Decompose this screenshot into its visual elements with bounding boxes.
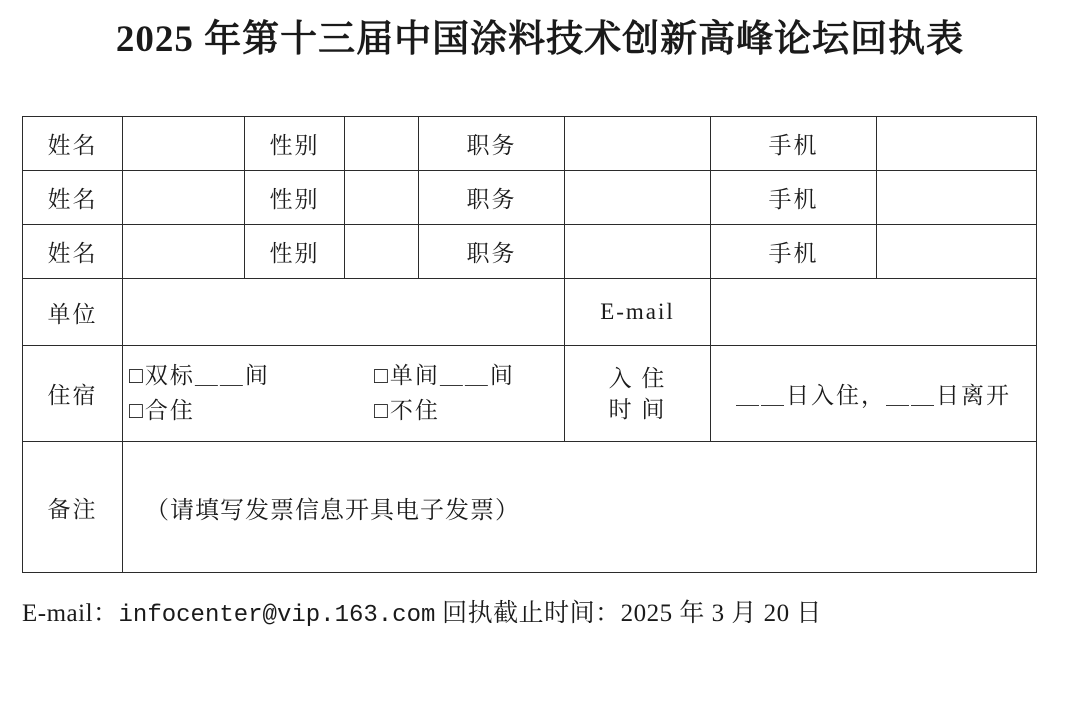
gender-label-3: 性别 (245, 225, 345, 279)
table-row (23, 346, 1037, 442)
page-title: 2025 年第十三届中国涂料技术创新高峰论坛回执表 (115, 19, 965, 60)
phone-label-1: 手机 (711, 117, 877, 171)
phone-label-2: 手机 (711, 171, 877, 225)
receipt-table-wrapper (22, 116, 1058, 573)
position-field-1[interactable] (565, 117, 711, 171)
unit-label: 单位 (23, 279, 123, 346)
checkin-time-label (565, 346, 711, 442)
note-label: 备注 (23, 442, 123, 573)
table-row (23, 279, 1037, 346)
stay-options-row-2 (129, 394, 558, 429)
phone-field-2[interactable] (877, 171, 1037, 225)
stay-option-none[interactable]: □不住 (374, 397, 440, 423)
footer-contact (22, 593, 1058, 629)
name-label-1: 姓名 (23, 117, 123, 171)
email-label: E-mail (565, 279, 711, 346)
table-row (23, 171, 1037, 225)
gender-field-1[interactable] (345, 117, 419, 171)
table-row (23, 117, 1037, 171)
table-row (23, 225, 1037, 279)
phone-field-1[interactable] (877, 117, 1037, 171)
phone-field-3[interactable] (877, 225, 1037, 279)
position-field-2[interactable] (565, 171, 711, 225)
email-field[interactable] (711, 279, 1037, 346)
document-page (0, 16, 1080, 715)
checkin-time-label-line2: 时 间 (608, 396, 667, 422)
stay-option-single[interactable]: □单间＿＿间 (374, 363, 515, 389)
note-text: （请填写发票信息开具电子发票） (145, 497, 520, 524)
name-label-2: 姓名 (23, 171, 123, 225)
stay-option-double[interactable]: □双标＿＿间 (129, 363, 270, 389)
gender-field-2[interactable] (345, 171, 419, 225)
stay-options (123, 346, 565, 442)
position-label-1: 职务 (419, 117, 565, 171)
footer-email-address[interactable]: infocenter@vip.163.com (118, 602, 436, 630)
checkin-time-label-line1: 入 住 (608, 365, 667, 391)
name-field-3[interactable] (123, 225, 245, 279)
gender-label-2: 性别 (245, 171, 345, 225)
position-label-2: 职务 (419, 171, 565, 225)
gender-field-3[interactable] (345, 225, 419, 279)
phone-label-3: 手机 (711, 225, 877, 279)
unit-field[interactable] (123, 279, 565, 346)
stay-options-row-1 (129, 359, 558, 394)
position-label-3: 职务 (419, 225, 565, 279)
gender-label-1: 性别 (245, 117, 345, 171)
checkin-time-field[interactable]: ＿＿日入住，＿＿日离开 (711, 346, 1037, 442)
name-label-3: 姓名 (23, 225, 123, 279)
stay-label: 住宿 (23, 346, 123, 442)
table-row (23, 442, 1037, 573)
position-field-3[interactable] (565, 225, 711, 279)
name-field-1[interactable] (123, 117, 245, 171)
footer-email-prefix: E-mail： (22, 600, 119, 628)
stay-option-share[interactable]: □合住 (129, 397, 195, 423)
footer-deadline: 回执截止时间：2025 年 3 月 20 日 (435, 600, 822, 628)
note-field[interactable] (123, 442, 1037, 573)
receipt-table (22, 116, 1037, 573)
name-field-2[interactable] (123, 171, 245, 225)
